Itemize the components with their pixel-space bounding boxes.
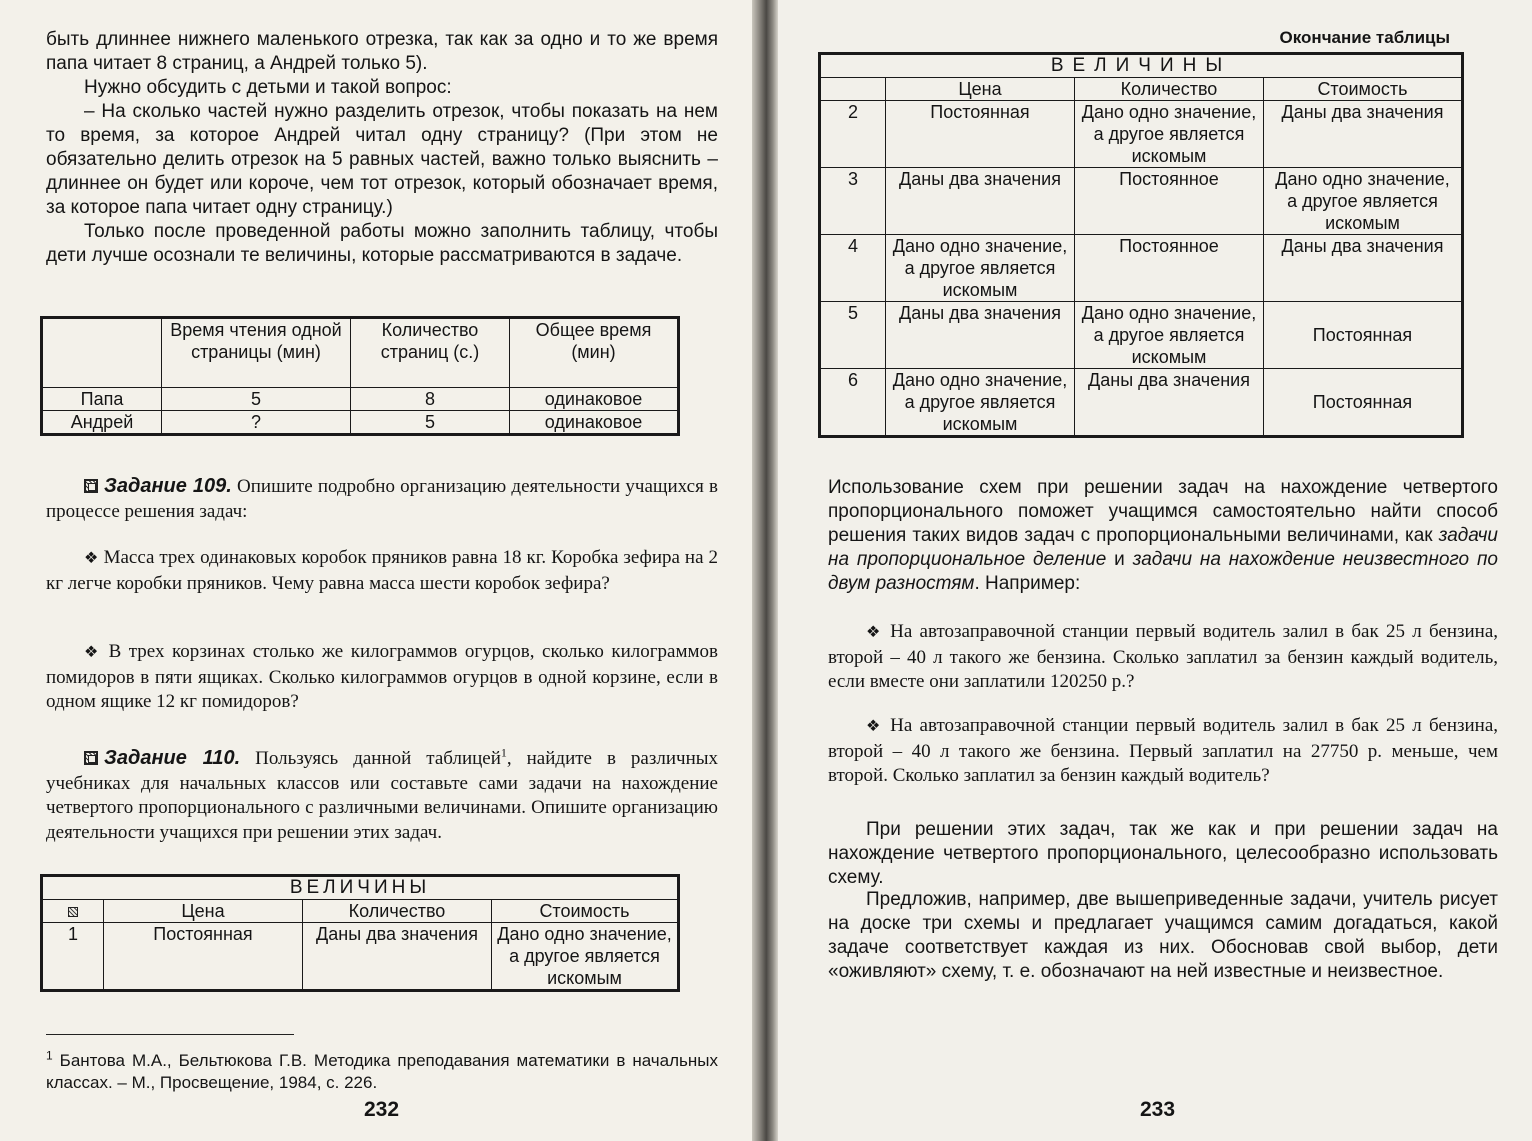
text: . Например:	[974, 573, 1081, 594]
table-header: Цена	[886, 78, 1075, 101]
paragraph: Предложив, например, две вышеприведенные задачи, учитель рисует на доске три схемы и предлагает учащимся самим догадаться, какой задаче соответствует каждая из них. Обосновав свой выбор, дети «оживляют» схему, т. е. обозначают на ней известные и неизвестное.	[828, 889, 1498, 982]
table-header: Количество	[1075, 78, 1264, 101]
page-number: 233	[1140, 1098, 1176, 1121]
table-cell: ?	[162, 411, 351, 435]
table-cell: 8	[351, 388, 510, 411]
paragraph: Только после проведенной работы можно заполнить таблицу, чтобы дети лучше осознали те величины, которые рассматриваются в задаче.	[46, 221, 718, 266]
diamond-bullet-icon: ❖	[84, 644, 102, 661]
diamond-bullet-icon: ❖	[866, 624, 883, 641]
table-header: Количество страниц (с.)	[351, 318, 510, 388]
table-cell: Постоянное	[1075, 235, 1264, 302]
paragraph: – На сколько частей нужно разделить отрезок, чтобы показать на нем то время, за которое Андрей читал одну страницу? (При этом не обязательно делить отрезок на 5 равных частей, важно только выяснить – длиннее он будет или короче, чем тот отрезок, который обозначает время, за которое папа читает одну страницу.)	[46, 101, 718, 218]
table-cell: одинаковое	[510, 411, 679, 435]
table-corner	[42, 900, 104, 923]
table-cell: Папа	[42, 388, 162, 411]
table-cell: Постоянная	[886, 101, 1075, 168]
table-cell: Дано одно значение, а другое является искомым	[1264, 168, 1463, 235]
problem	[828, 620, 1498, 695]
text: Использование схем при решении задач на нахождение четвертого пропорционального поможет учащимся самостоятельно найти способ решения таких видов задач с пропорциональными величинами, как	[828, 477, 1498, 546]
table-header: Время чтения одной страницы (мин)	[162, 318, 351, 388]
problem-text: На автозаправочной станции первый водитель залил в бак 25 л бензина, второй – 40 л такого же бензина. Сколько заплатил за бензин каждый водитель, если вместе они заплатили 120250 р.?	[828, 621, 1499, 692]
table-row	[820, 78, 1463, 101]
table-cell: Даны два значения	[1075, 369, 1264, 437]
problem	[828, 714, 1498, 789]
quantities-table	[40, 874, 680, 992]
table-cell: Постоянная	[1264, 302, 1463, 369]
table-cell: 5	[162, 388, 351, 411]
task-title: Задание 109.	[104, 475, 232, 497]
diamond-bullet-icon: ❖	[866, 718, 883, 735]
task-text: Опишите подробно организацию деятельности учащихся в процессе решения задач:	[46, 476, 718, 522]
table-cell: Постоянное	[1075, 168, 1264, 235]
task-text: , найдите в различных учебниках для начальных классов или составьте сами задачи на нахождение четвертого пропорционального с различными величинами. Опишите организацию деятельности учащихся при решении этих задач.	[46, 748, 719, 843]
table-cell: Дано одно значение, а другое является искомым	[1075, 302, 1264, 369]
task-110	[46, 746, 718, 845]
table-corner	[820, 78, 886, 101]
table-header: Стоимость	[1264, 78, 1463, 101]
table-cell: Даны два значения	[303, 923, 492, 991]
right-page	[778, 0, 1532, 1141]
table-row	[820, 235, 1463, 302]
table-cell: одинаковое	[510, 388, 679, 411]
table-cell: Даны два значения	[886, 302, 1075, 369]
table-header: Общее время (мин)	[510, 318, 679, 388]
page-number: 232	[364, 1098, 400, 1121]
paragraph: При решении этих задач, так же как и при решении задач на нахождение четвертого пропорционального, целесообразно использовать схему.	[828, 819, 1498, 888]
table-title: ВЕЛИЧИНЫ	[42, 876, 679, 900]
table-row	[42, 923, 679, 991]
problem	[46, 546, 718, 596]
task-title: Задание 110.	[104, 747, 241, 769]
table-row	[820, 369, 1463, 437]
table-cell: 3	[820, 168, 886, 235]
table-cell: 2	[820, 101, 886, 168]
table-cell: 4	[820, 235, 886, 302]
table-row	[820, 168, 1463, 235]
table-cell: Даны два значения	[1264, 235, 1463, 302]
italic-term: задачи на нахождение неизвестного по двум разностям	[828, 549, 1498, 594]
problem-text: Масса трех одинаковых коробок пряников равна 18 кг. Коробка зефира на 2 кг легче коробки пряников. Чему равна масса шести коробок зефира?	[46, 547, 719, 594]
task-text: Пользуясь данной таблицей	[255, 748, 501, 769]
text: и	[1106, 549, 1133, 570]
table-cell: 6	[820, 369, 886, 437]
quantities-table-continued	[818, 52, 1464, 438]
table-header: Количество	[303, 900, 492, 923]
table-row	[42, 318, 679, 388]
footnote-text: Бантова М.А., Бельтюкова Г.В. Методика преподавания математики в начальных классах. – М., Просвещение, 1984, с. 226.	[46, 1051, 718, 1092]
footnote	[46, 1050, 718, 1094]
footnote-mark: 1	[46, 1048, 53, 1063]
table-title: ВЕЛИЧИНЫ	[820, 54, 1463, 78]
table-cell: Даны два значения	[1264, 101, 1463, 168]
table-header	[42, 318, 162, 388]
task-square-icon	[84, 751, 98, 765]
table-row	[42, 388, 679, 411]
book-gutter	[752, 0, 778, 1141]
left-page	[0, 0, 752, 1141]
table-row	[820, 101, 1463, 168]
table-cell: Дано одно значение, а другое является искомым	[886, 369, 1075, 437]
footnote-rule	[46, 1034, 294, 1035]
table-row	[42, 900, 679, 923]
problem	[46, 640, 718, 715]
table-caption: Окончание таблицы	[1279, 28, 1450, 47]
diamond-bullet-icon: ❖	[84, 550, 99, 567]
italic-term: задачи на пропорциональное деление	[828, 525, 1498, 570]
table-row	[820, 302, 1463, 369]
task-109	[46, 474, 718, 524]
table-cell: Дано одно значение, а другое является искомым	[492, 923, 679, 991]
table-cell: Даны два значения	[886, 168, 1075, 235]
task-square-icon	[84, 479, 98, 493]
table-cell: Андрей	[42, 411, 162, 435]
problem-text: На автозаправочной станции первый водитель залил в бак 25 л бензина, второй – 40 л такого же бензина. Первый заплатил на 27750 р. меньше, чем второй. Сколько заплатил за бензин каждый водитель?	[828, 715, 1499, 786]
table-row	[42, 411, 679, 435]
table-row	[42, 876, 679, 900]
paragraph: быть длиннее нижнего маленького отрезка, так как за одно и то же время папа читает 8 страниц, а Андрей только 5).	[46, 29, 718, 74]
intro-paragraph	[828, 476, 1498, 596]
table-row	[820, 54, 1463, 78]
paragraph: Нужно обсудить с детьми и такой вопрос:	[84, 77, 452, 98]
square-icon	[68, 907, 78, 917]
table-cell: 1	[42, 923, 104, 991]
footnote-mark: 1	[500, 745, 507, 760]
problem-text: В трех корзинах столько же килограммов огурцов, сколько килограммов помидоров в пяти ящиках. Сколько килограммов огурцов в одной корзине, если в одном ящике 12 кг помидоров?	[46, 641, 718, 712]
table-header: Цена	[104, 900, 303, 923]
table-header: Стоимость	[492, 900, 679, 923]
table-cell: Постоянная	[1264, 369, 1463, 437]
reading-table	[40, 316, 680, 436]
table-cell: Дано одно значение, а другое является искомым	[886, 235, 1075, 302]
table-cell: 5	[351, 411, 510, 435]
table-cell: Дано одно значение, а другое является искомым	[1075, 101, 1264, 168]
table-cell: Постоянная	[104, 923, 303, 991]
table-cell: 5	[820, 302, 886, 369]
